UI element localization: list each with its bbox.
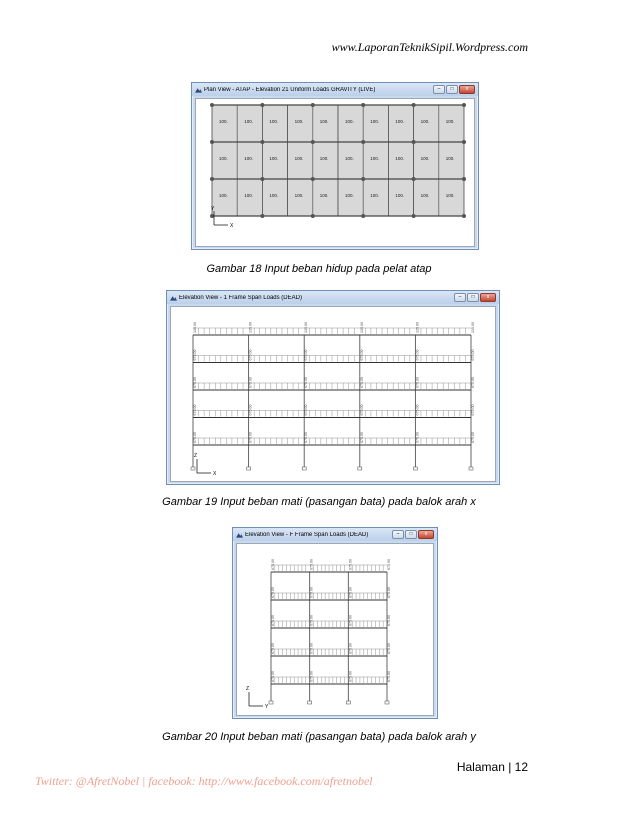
slab-load-label: 100.	[345, 193, 354, 198]
load-value-label: 675.00	[304, 349, 309, 361]
column-node	[412, 214, 416, 218]
slab-load-label: 100.	[244, 119, 253, 124]
column-node	[260, 214, 264, 218]
minimize-button[interactable]: –	[433, 85, 445, 94]
column-node	[260, 140, 264, 144]
elevation-f-canvas	[236, 543, 434, 716]
load-value-label: 675.00	[304, 432, 309, 443]
close-button[interactable]: x	[418, 530, 434, 539]
slab-load-label: 100.	[420, 119, 430, 124]
z-axis-label: Z	[194, 453, 198, 459]
app-logo-icon	[170, 295, 177, 301]
window-title: Elevation View - 1 Frame Span Loads (DEAD)	[179, 294, 302, 301]
slab-load-label: 100.	[219, 156, 228, 161]
slab-load-label: 100.	[294, 119, 304, 124]
maximize-button[interactable]: □	[405, 530, 417, 539]
slab-load-label: 100.	[269, 119, 279, 124]
figure-19-caption: Gambar 19 Input beban mati (pasangan bata) pada balok arah x	[162, 496, 476, 508]
horizontal-axis-label: Y	[265, 704, 269, 710]
load-value-label: 675.00	[309, 559, 314, 570]
horizontal-axis-label: X	[213, 471, 217, 477]
column-node	[210, 214, 214, 218]
load-value-label: 675.00	[271, 643, 275, 654]
load-value-label: 135.00	[304, 322, 309, 333]
load-value-label: 135.00	[359, 322, 364, 333]
support-symbol	[269, 701, 273, 704]
slab-load-label: 100.	[244, 156, 253, 161]
load-value-label: 675.00	[387, 643, 391, 654]
slab-load-label: 100.	[420, 156, 430, 161]
slab-load-label: 100.	[219, 119, 228, 124]
load-value-label: 675.00	[348, 615, 353, 626]
load-value-label: 675.00	[471, 432, 475, 443]
x-axis-label: X	[230, 223, 234, 229]
load-value-label: 675.00	[348, 671, 353, 682]
load-value-label: 675.00	[193, 377, 197, 388]
column-node	[311, 140, 315, 144]
plan-drawing	[196, 99, 474, 246]
slab-load-label: 100.	[269, 156, 279, 161]
column-node	[361, 103, 365, 107]
column-node	[311, 177, 315, 181]
load-value-label: 675.00	[387, 559, 391, 570]
elevation-f-window	[232, 527, 438, 719]
elevation-1-drawing	[171, 307, 495, 481]
load-value-label: 675.00	[471, 349, 475, 361]
load-value-label: 675.00	[309, 615, 314, 626]
minimize-button[interactable]: –	[454, 293, 466, 302]
slab-load-label: 100.	[319, 119, 329, 124]
load-value-label: 675.00	[387, 587, 391, 598]
header-url: www.LaporanTeknikSipil.Wordpress.com	[331, 40, 528, 54]
page-number: Halaman | 12	[456, 760, 528, 774]
column-node	[462, 103, 466, 107]
load-value-label: 675.00	[271, 587, 275, 598]
load-value-label: 675.00	[304, 377, 309, 388]
load-value-label: 675.00	[309, 643, 314, 654]
support-symbol	[191, 467, 195, 470]
column-node	[210, 177, 214, 181]
close-button[interactable]: x	[480, 293, 496, 302]
plan-view-titlebar	[192, 83, 478, 96]
load-value-label: 675.00	[415, 432, 420, 443]
maximize-button[interactable]: □	[446, 85, 458, 94]
figure-20-caption: Gambar 20 Input beban mati (pasangan bata) pada balok arah y	[162, 731, 476, 743]
column-node	[361, 177, 365, 181]
load-value-label: 675.00	[271, 615, 275, 626]
load-value-label: 675.00	[309, 671, 314, 682]
slab-load-label: 100.	[319, 193, 329, 198]
load-value-label: 675.00	[359, 404, 364, 416]
app-logo-icon	[236, 532, 243, 538]
slab-load-label: 100.	[445, 156, 455, 161]
column-node	[412, 177, 416, 181]
load-value-label: 675.00	[471, 377, 475, 388]
load-value-label: 675.00	[271, 559, 275, 570]
load-value-label: 675.00	[415, 404, 420, 416]
slab-load-label: 100.	[219, 193, 228, 198]
load-value-label: 135.00	[193, 322, 197, 333]
support-symbol	[346, 701, 350, 704]
slab-load-label: 100.	[420, 193, 430, 198]
slab-load-label: 100.	[294, 156, 304, 161]
load-value-label: 675.00	[248, 377, 253, 388]
elevation-1-titlebar	[167, 291, 499, 304]
support-symbol	[413, 467, 417, 470]
app-logo-icon	[195, 87, 202, 93]
maximize-button[interactable]: □	[467, 293, 479, 302]
y-axis-label: Y	[211, 206, 215, 212]
load-value-label: 135.00	[415, 322, 420, 333]
slab-load-label: 100.	[395, 156, 405, 161]
figure-18-caption: Gambar 18 Input beban hidup pada pelat atap	[206, 263, 432, 275]
column-node	[412, 140, 416, 144]
column-node	[361, 140, 365, 144]
load-value-label: 675.00	[248, 349, 253, 361]
z-axis-label: Z	[246, 686, 250, 692]
load-value-label: 675.00	[193, 349, 197, 361]
load-value-label: 675.00	[359, 432, 364, 443]
footer-social-links: Twitter: @AfretNobel | facebook: http://www.facebook.com/afretnobel	[35, 774, 373, 788]
load-value-label: 675.00	[387, 615, 391, 626]
elevation-f-titlebar	[233, 528, 437, 541]
slab-load-label: 100.	[345, 119, 354, 124]
elevation-1-canvas	[170, 306, 496, 482]
load-value-label: 675.00	[348, 643, 353, 654]
column-node	[462, 177, 466, 181]
elevation-f-drawing	[237, 544, 433, 715]
support-symbol	[358, 467, 362, 470]
support-symbol	[308, 701, 312, 704]
close-button[interactable]: x	[459, 85, 475, 94]
load-value-label: 675.00	[304, 404, 309, 416]
load-value-label: 675.00	[348, 559, 353, 570]
load-value-label: 675.00	[359, 349, 364, 361]
slab-load-label: 100.	[319, 156, 329, 161]
slab-load-label: 100.	[395, 119, 405, 124]
column-node	[210, 140, 214, 144]
minimize-button[interactable]: –	[392, 530, 404, 539]
load-value-label: 675.00	[248, 404, 253, 416]
support-symbol	[247, 467, 251, 470]
slab-load-label: 100.	[370, 156, 379, 161]
column-node	[311, 103, 315, 107]
load-value-label: 135.00	[248, 322, 253, 333]
load-value-label: 675.00	[271, 671, 275, 682]
column-node	[462, 214, 466, 218]
slab-load-label: 100.	[269, 193, 279, 198]
load-value-label: 675.00	[471, 404, 475, 416]
load-value-label: 675.00	[193, 404, 197, 416]
column-node	[210, 103, 214, 107]
column-node	[260, 177, 264, 181]
window-title: Plan View - ATAP - Elevation 21 Uniform Loads GRAVITY (LIVE)	[204, 86, 376, 93]
slab-load-label: 100.	[445, 119, 455, 124]
load-value-label: 675.00	[415, 377, 420, 388]
slab-load-label: 100.	[244, 193, 253, 198]
plan-canvas	[195, 98, 475, 247]
column-node	[361, 214, 365, 218]
support-symbol	[469, 467, 473, 470]
load-value-label: 675.00	[415, 349, 420, 361]
slab-load-label: 100.	[445, 193, 455, 198]
support-symbol	[385, 701, 389, 704]
slab-load-label: 100.	[370, 119, 379, 124]
slab-load-label: 100.	[345, 156, 354, 161]
load-value-label: 675.00	[387, 671, 391, 682]
support-symbol	[302, 467, 306, 470]
column-node	[462, 140, 466, 144]
column-node	[311, 214, 315, 218]
column-node	[412, 103, 416, 107]
load-value-label: 675.00	[359, 377, 364, 388]
load-value-label: 675.00	[309, 587, 314, 598]
slab-load-label: 100.	[370, 193, 379, 198]
load-value-label: 675.00	[348, 587, 353, 598]
load-value-label: 135.00	[471, 322, 475, 333]
window-title: Elevation View - F Frame Span Loads (DEAD)	[245, 531, 369, 538]
slab-load-label: 100.	[395, 193, 405, 198]
plan-view-window	[191, 82, 479, 250]
load-value-label: 675.00	[248, 432, 253, 443]
elevation-1-window	[166, 290, 500, 485]
slab-load-label: 100.	[294, 193, 304, 198]
column-node	[260, 103, 264, 107]
load-value-label: 675.00	[193, 432, 197, 443]
